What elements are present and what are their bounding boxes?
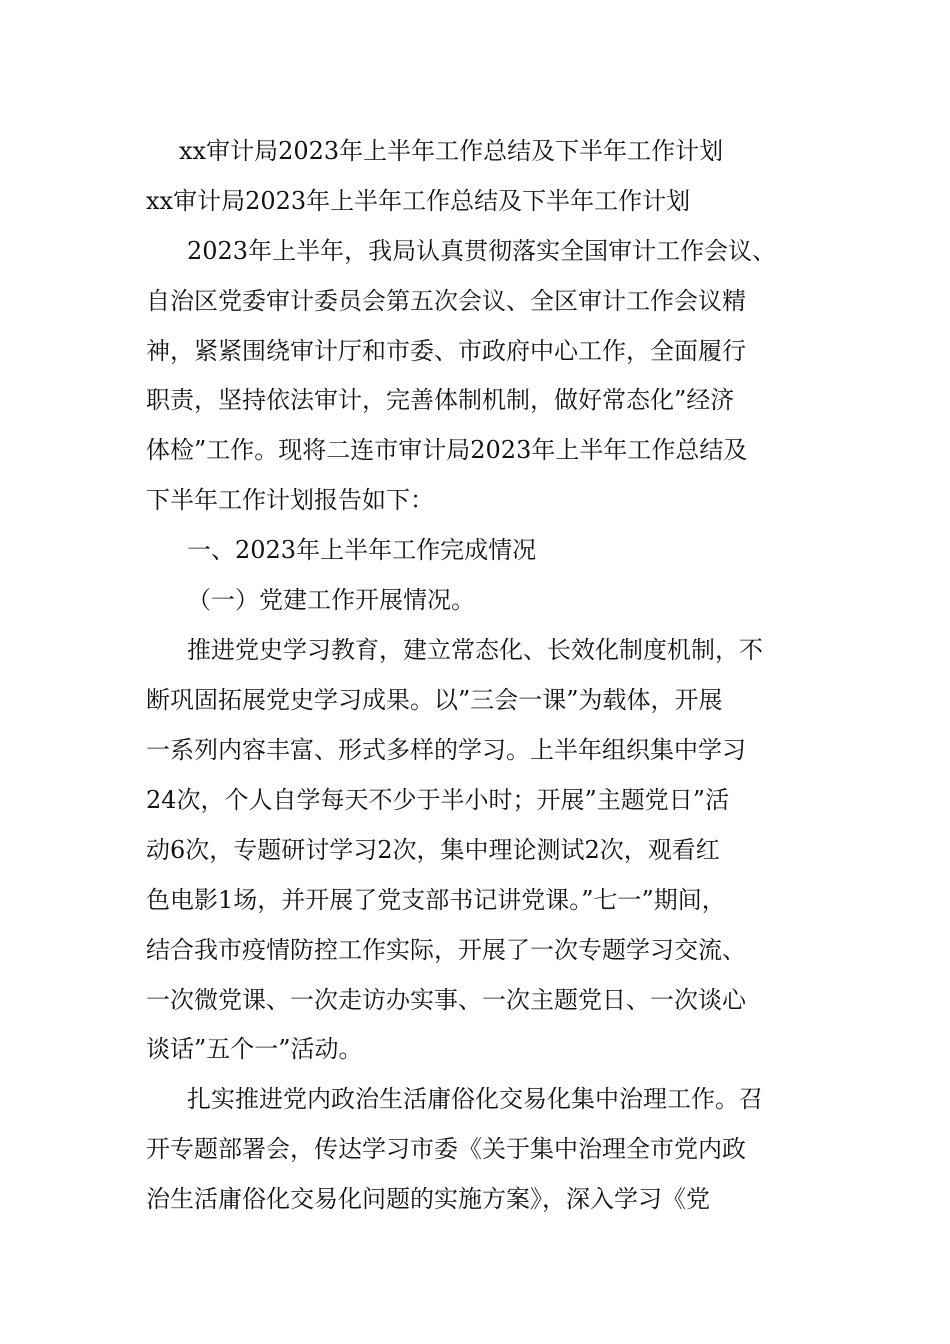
paragraph-line: 推进党史学习教育，建立常态化、长效化制度机制，不 xyxy=(187,636,763,664)
paragraph-line: 自治区党委审计委员会第五次会议、全区审计工作会议精 xyxy=(146,287,746,315)
document-subtitle: xx审计局2023年上半年工作总结及下半年工作计划 xyxy=(146,187,691,215)
paragraph-line: 一次微党课、一次走访办实事、一次主题党日、一次谈心 xyxy=(146,986,746,1014)
paragraph-line: 下半年工作计划报告如下： xyxy=(146,486,434,514)
paragraph-line: 扎实推进党内政治生活庸俗化交易化集中治理工作。召 xyxy=(187,1085,763,1113)
document-title: xx审计局2023年上半年工作总结及下半年工作计划 xyxy=(179,137,724,165)
paragraph-line: 一系列内容丰富、形式多样的学习。上半年组织集中学习 xyxy=(146,736,746,764)
paragraph-line: 色电影1场，并开展了党支部书记讲党课。”七一”期间， xyxy=(146,886,726,914)
paragraph-line: 2023年上半年，我局认真贯彻落实全国审计工作会议、 xyxy=(187,237,777,265)
paragraph-line: 治生活庸俗化交易化问题的实施方案》，深入学习《党 xyxy=(146,1185,710,1213)
section-heading: 一、2023年上半年工作完成情况 xyxy=(187,536,537,564)
paragraph-line: 动6次，专题研讨学习2次，集中理论测试2次，观看红 xyxy=(146,836,720,864)
paragraph-line: 职责，坚持依法审计，完善体制机制，做好常态化”经济 xyxy=(146,386,735,414)
subsection-heading: （一）党建工作开展情况。 xyxy=(187,586,475,614)
paragraph-line: 开专题部署会，传达学习市委《关于集中治理全市党内政 xyxy=(146,1135,746,1163)
paragraph-line: 断巩固拓展党史学习成果。以”三会一课”为载体，开展 xyxy=(146,686,723,714)
paragraph-line: 24次，个人自学每天不少于半小时；开展”主题党日”活 xyxy=(146,786,730,814)
paragraph-line: 结合我市疫情防控工作实际，开展了一次专题学习交流、 xyxy=(146,936,746,964)
paragraph-line: 神，紧紧围绕审计厅和市委、市政府中心工作，全面履行 xyxy=(146,337,746,365)
paragraph-line: 谈话”五个一”活动。 xyxy=(146,1035,363,1063)
paragraph-line: 体检”工作。现将二连市审计局2023年上半年工作总结及 xyxy=(146,436,748,464)
